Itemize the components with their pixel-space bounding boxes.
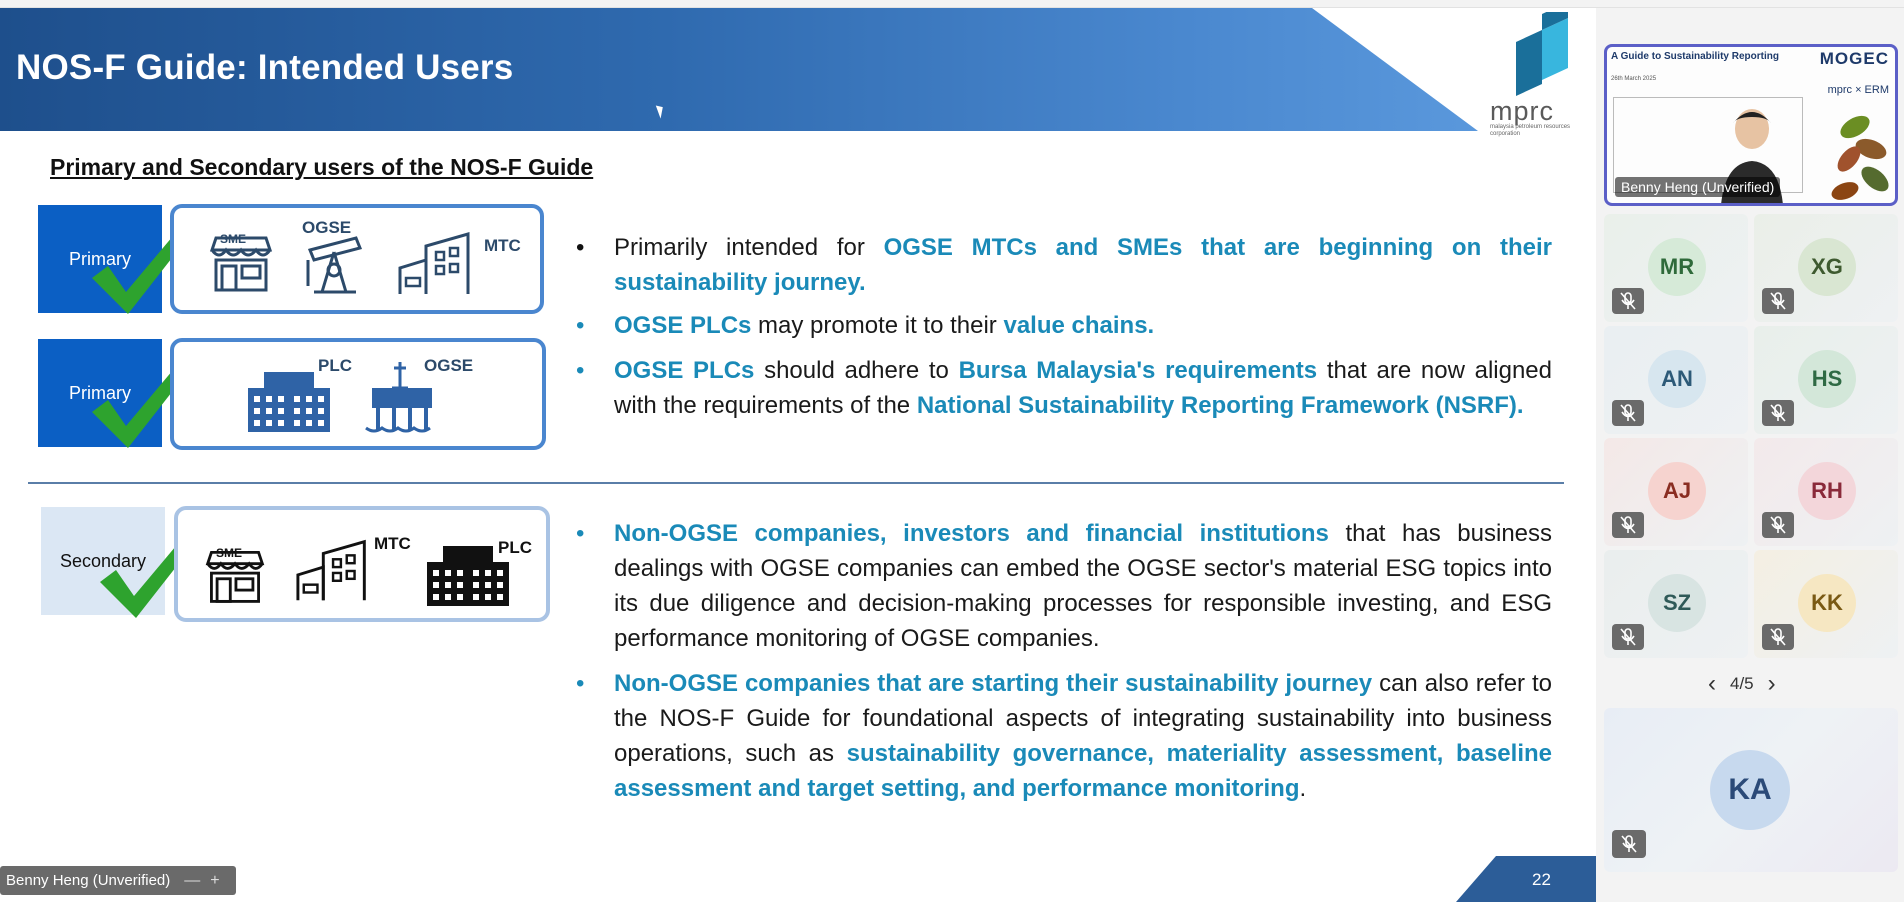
sme-label: SME [220, 232, 247, 246]
bullet-text: . [1299, 775, 1307, 802]
primary-tag: Primary [38, 205, 162, 313]
plc-office-building-icon [244, 366, 334, 434]
mtc-label: MTC [484, 236, 521, 255]
bullet-highlight: sustainability governance, materiality assessment, baseline assessment and target setting, and performance monitoring [614, 740, 1552, 802]
primary-icon-box-2 [170, 338, 546, 450]
participant-tile[interactable] [1604, 214, 1748, 322]
mic-muted-icon [1612, 830, 1646, 858]
secondary-bullet-1 [570, 516, 1552, 656]
page-number: 22 [1532, 870, 1551, 889]
participant-avatar: MR [1648, 238, 1706, 296]
oil-pump-icon [300, 230, 370, 296]
mic-muted-icon [1762, 400, 1794, 426]
participant-avatar: SZ [1648, 574, 1706, 632]
video-brand: MOGEC [1819, 49, 1889, 68]
pager-next-button[interactable]: › [1767, 670, 1776, 697]
pager-prev-button[interactable]: ‹ [1708, 670, 1716, 697]
participant-avatar: XG [1798, 238, 1856, 296]
bullet-text: should adhere to [754, 357, 959, 384]
participant-avatar: RH [1798, 462, 1856, 520]
presenter-name-tag[interactable] [0, 866, 236, 895]
spotlight-participant-tile[interactable] [1604, 708, 1898, 872]
secondary-bullet-2 [570, 666, 1552, 806]
bullet-text: can also refer to the NOS-F Guide for foundational aspects of integrating sustainability into business operations, such as [614, 670, 1553, 767]
bullet-dot: • [576, 234, 585, 261]
video-participant-name: Benny Heng (Unverified) [1615, 177, 1780, 197]
bullet-dot: • [576, 520, 585, 547]
section-divider [28, 482, 1564, 484]
participant-tile[interactable] [1754, 214, 1898, 322]
logo-wordmark: mprc [1490, 96, 1554, 126]
bullet-highlight: OGSE MTCs and SMEs that are beginning on their sustainability journey. [614, 234, 1552, 296]
participant-avatar: AN [1648, 350, 1706, 408]
mic-muted-icon [1612, 512, 1644, 538]
secondary-bullet-list [570, 516, 1552, 816]
bullet-highlight: National Sustainability Reporting Framework (NSRF). [916, 392, 1524, 419]
zoom-out-button[interactable]: — [184, 871, 201, 889]
bullet-text: that has business dealings with OGSE companies can embed the OGSE sector's material ESG topics into its due diligence and decision-making processes for responsible investing, and ESG performance monitoring of OGSE companies. [614, 520, 1553, 652]
logo-subtitle: malaysia petroleum resources corporation [1490, 124, 1571, 137]
bullet-dot: • [576, 312, 585, 339]
video-slide-date: 26th March 2025 [1611, 76, 1657, 82]
participant-tile[interactable] [1754, 438, 1898, 546]
participant-avatar: KA [1710, 750, 1790, 830]
mic-muted-icon [1612, 400, 1644, 426]
footer-bar [1456, 856, 1596, 902]
presenter-name: Benny Heng (Unverified) [6, 872, 171, 889]
ogse-label: OGSE [302, 218, 352, 237]
mic-muted-icon [1762, 624, 1794, 650]
video-slide-title: A Guide to Sustainability Reporting [1611, 51, 1779, 62]
primary-bullet-3 [570, 353, 1552, 423]
mic-muted-icon [1612, 288, 1644, 314]
sme-label: SME [216, 546, 243, 560]
ogse-label: OGSE [424, 356, 474, 375]
mic-muted-icon [1612, 624, 1644, 650]
bullet-highlight: Non-OGSE companies that are starting their sustainability journey [614, 670, 1373, 697]
mtc-building-icon [396, 232, 482, 296]
mprc-logo [1486, 12, 1576, 137]
mtc-label: MTC [374, 534, 411, 553]
bullet-text: that are now aligned with the requirements of the [614, 357, 1553, 419]
leaves-decoration-icon [1815, 97, 1895, 206]
presentation-slide [0, 8, 1596, 902]
plc-label: PLC [318, 356, 352, 375]
bullet-highlight: OGSE PLCs [614, 312, 752, 339]
participant-tile[interactable] [1754, 326, 1898, 434]
zoom-in-button[interactable]: + [210, 871, 220, 889]
mprc-logo-mark-icon [1506, 12, 1576, 98]
primary-bullet-1 [570, 230, 1552, 300]
mic-muted-icon [1762, 512, 1794, 538]
participant-tile[interactable] [1754, 550, 1898, 658]
bullet-highlight: OGSE PLCs [614, 357, 755, 384]
participant-avatar: AJ [1648, 462, 1706, 520]
pager-label: 4/5 [1730, 674, 1754, 693]
bullet-highlight: Non-OGSE companies, investors and financial institutions [614, 520, 1329, 547]
participant-tile[interactable] [1604, 550, 1748, 658]
primary-bullet-list [570, 230, 1552, 433]
secondary-icon-box [174, 506, 550, 622]
bullet-text: Primarily intended for [614, 234, 884, 261]
secondary-tag: Secondary [41, 507, 165, 615]
primary-bullet-2 [570, 308, 1552, 343]
participant-avatar: KK [1798, 574, 1856, 632]
participant-tile[interactable] [1604, 326, 1748, 434]
bullet-dot: • [576, 357, 585, 384]
video-sub-brand: mprc × ERM [1827, 84, 1889, 96]
window-top-edge [0, 0, 1904, 8]
primary-icon-box-1 [170, 204, 544, 314]
bullet-dot: • [576, 670, 585, 697]
mtc-building-icon [294, 538, 378, 604]
primary-tag: Primary [38, 339, 162, 447]
slide-title: NOS-F Guide: Intended Users [16, 48, 514, 87]
section-heading: Primary and Secondary users of the NOS-F Guide [50, 154, 594, 180]
plc-label: PLC [498, 538, 532, 557]
bullet-highlight: value chains. [1003, 312, 1155, 339]
bullet-highlight: Bursa Malaysia's requirements [958, 357, 1318, 384]
participant-avatar: HS [1798, 350, 1856, 408]
active-speaker-video[interactable] [1604, 44, 1898, 206]
bullet-text: may promote it to their [751, 312, 1004, 339]
participant-pager [1708, 670, 1776, 698]
participant-tile[interactable] [1604, 438, 1748, 546]
mic-muted-icon [1762, 288, 1794, 314]
